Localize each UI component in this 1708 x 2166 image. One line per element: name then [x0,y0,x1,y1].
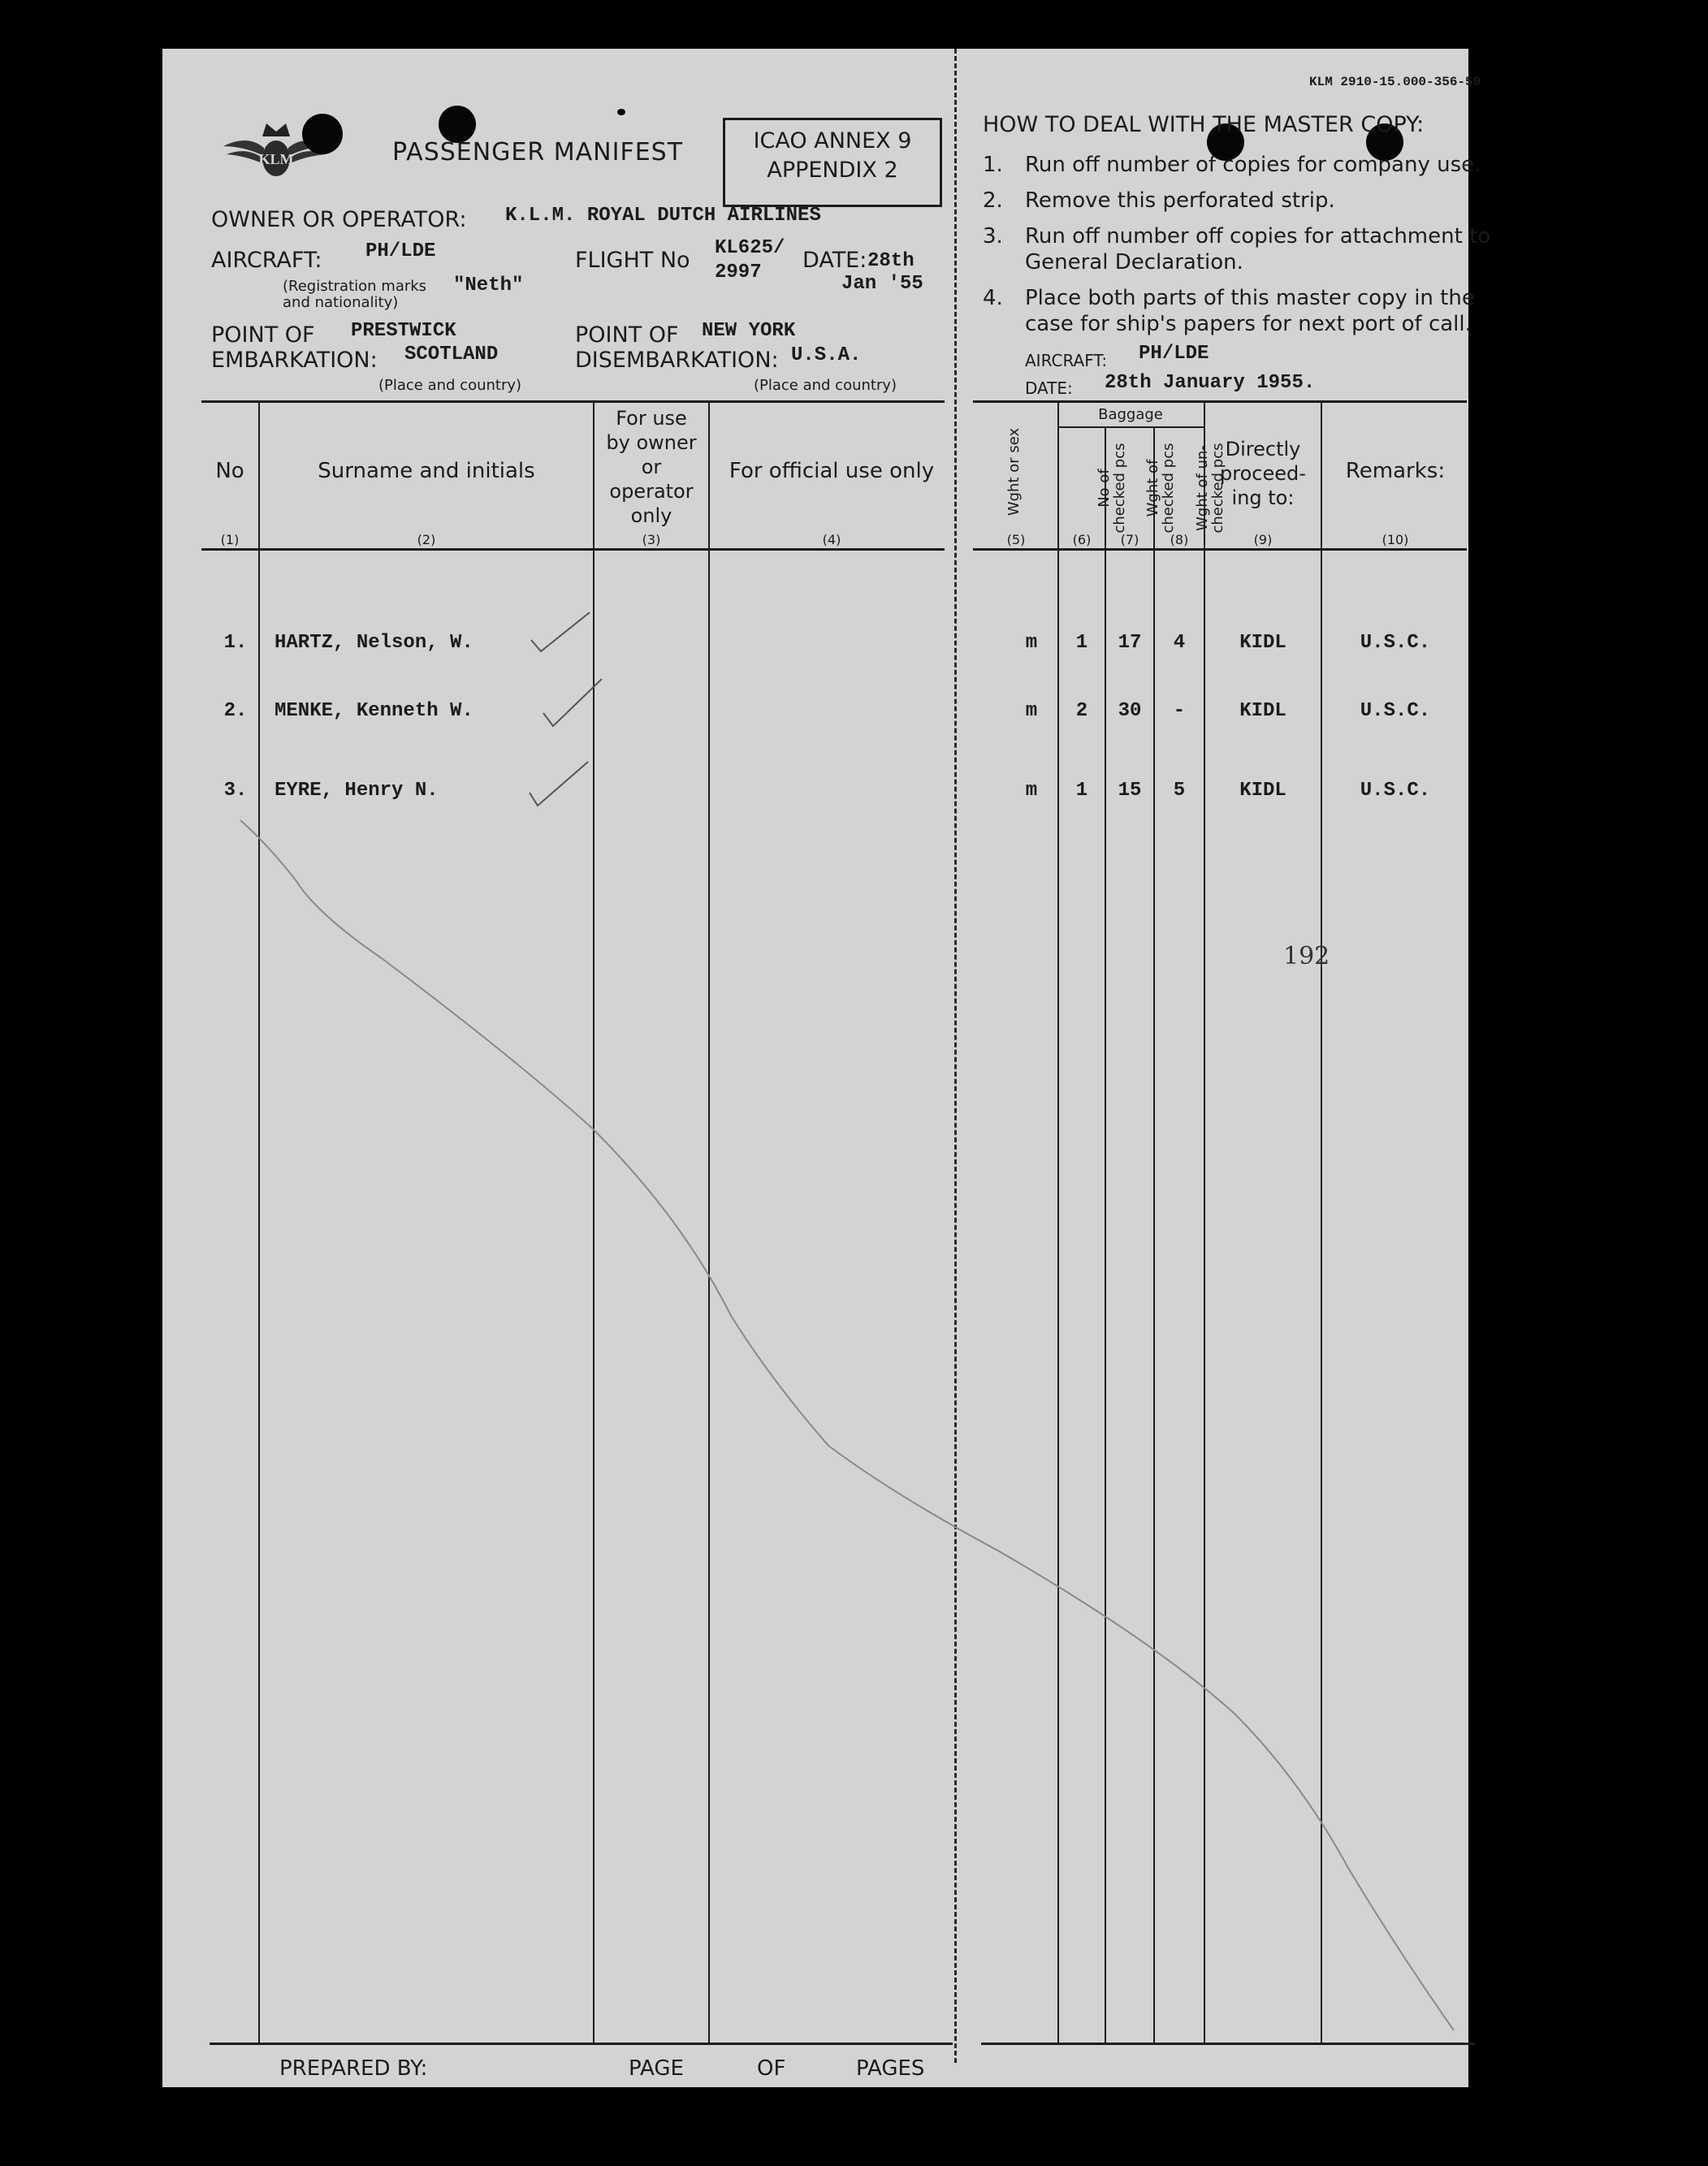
embark-label-2: EMBARKATION: [211,348,378,373]
table-bottom-rule-left [210,2043,953,2045]
col-header-baggage: Baggage [1098,406,1163,423]
date-value-1: 28th [867,250,915,272]
instr-aircraft-label: AIRCRAFT: [1025,351,1108,370]
aircraft-value: PH/LDE [365,240,436,262]
owner-value: K.L.M. ROYAL DUTCH AIRLINES [505,205,821,227]
icao-line-1: ICAO ANNEX 9 [753,128,912,153]
instruction-1: 1. Run off number of copies for company use. [983,153,1481,177]
date-value-2: Jan '55 [841,273,923,295]
instruction-4: 4. Place both parts of this master copy in the case for ship's papers for next port of call. [983,286,1475,336]
disembark-label-2: DISEMBARKATION: [575,348,779,373]
col-num-6: (6) [1072,532,1092,547]
col-num-3: (3) [642,532,661,547]
footer-of: OF [757,2056,786,2081]
col-num-7: (7) [1120,532,1139,547]
col-num-5: (5) [1006,532,1026,547]
flight-value-2: 2997 [715,262,762,283]
disembark-note: (Place and country) [754,377,897,394]
col-num-9: (9) [1253,532,1273,547]
col-header-remarks: Remarks: [1345,459,1446,483]
instruction-3: 3. Run off number off copies for attachment to General Declaration. [983,224,1491,275]
footer-page: PAGE [629,2056,684,2081]
form-code: KLM 2910-15.000-356-50 [1309,75,1481,89]
owner-label: OWNER OR OPERATOR: [211,207,467,232]
table-row: 1. HARTZ, Nelson, W. m 1 17 4 KIDL U.S.C. [223,632,1431,654]
col-header-official-use: For official use only [729,459,935,483]
table-row: 3. EYRE, Henry N. m 1 15 5 KIDL U.S.C. [223,780,1431,802]
instruction-2: 2. Remove this perforated strip. [983,188,1335,213]
registration-note-1: (Registration marks [283,278,427,295]
pencil-strike-line [162,49,1491,2087]
embark-note: (Place and country) [378,377,522,394]
nationality-value: "Neth" [453,275,524,296]
col-num-2: (2) [417,532,436,547]
disembark-label-1: POINT OF [575,322,679,348]
col-header-no: No [215,459,244,483]
col-num-1: (1) [220,532,240,547]
table-bottom-rule-right [981,2043,1475,2045]
col-header-checked-pcs: No of checked pcs [1096,443,1128,534]
manifest-sheet [162,49,1491,2087]
col-header-proceeding: Directly proceed- ing to: [1220,438,1306,509]
col-num-8: (8) [1170,532,1189,547]
col-header-unchecked-wght: Wght of un- checked pcs [1194,443,1226,534]
instr-date-label: DATE: [1025,378,1073,398]
form-title: PASSENGER MANIFEST [392,138,684,166]
col-header-owner-use: For use by owner or operator only [606,407,697,527]
col-header-checked-wght: Wght of checked pcs [1144,443,1177,534]
col-num-10: (10) [1382,532,1409,547]
instr-aircraft-value: PH/LDE [1139,343,1209,365]
svg-text:KLM: KLM [258,151,294,167]
col-num-4: (4) [822,532,841,547]
registration-note-2: and nationality) [283,294,399,311]
footer-pages: PAGES [856,2056,925,2081]
flight-value-1: KL625/ [715,237,785,259]
disembark-value-1: NEW YORK [702,320,796,342]
flight-label: FLIGHT No [575,248,690,273]
footer-prepared-by: PREPARED BY: [279,2056,428,2081]
aircraft-label: AIRCRAFT: [211,248,322,273]
disembark-value-2: U.S.A. [791,344,862,366]
instructions-heading: HOW TO DEAL WITH THE MASTER COPY: [983,112,1425,137]
instr-date-value: 28th January 1955. [1105,372,1316,394]
embark-value-2: SCOTLAND [404,344,499,365]
col-header-wght-sex: Wght or sex [1005,427,1023,517]
embark-value-1: PRESTWICK [351,320,456,342]
col-header-surname: Surname and initials [318,459,535,483]
icao-line-2: APPENDIX 2 [767,158,898,183]
handwritten-page-number: 192 [1283,942,1330,971]
date-label: DATE: [802,248,867,273]
embark-label-1: POINT OF [211,322,315,348]
table-row: 2. MENKE, Kenneth W. m 2 30 - KIDL U.S.C. [223,700,1431,722]
